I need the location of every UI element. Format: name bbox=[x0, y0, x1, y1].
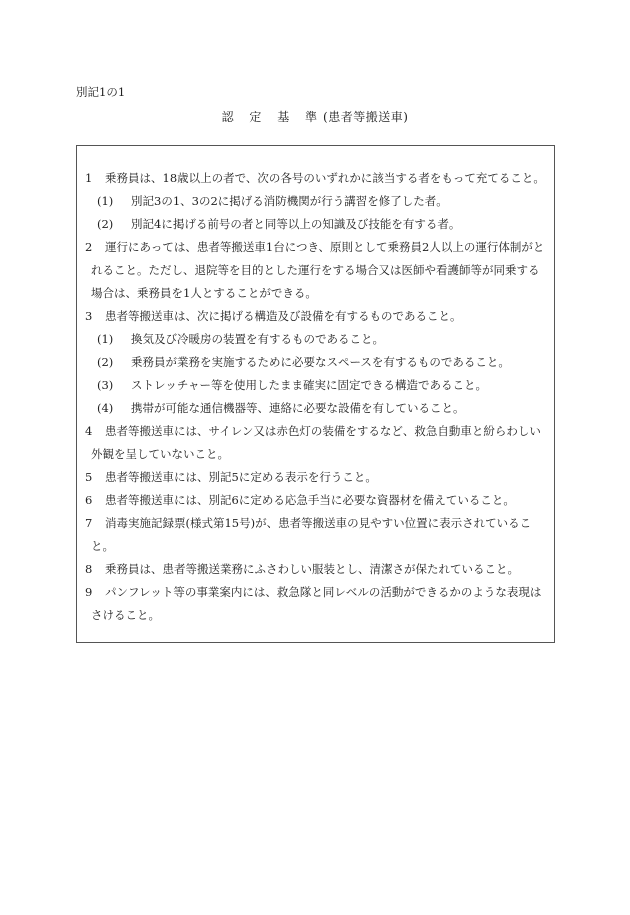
criterion-4-cont-1: 外観を呈していないこと。 bbox=[91, 447, 229, 461]
title-sub: (患者等搬送車) bbox=[323, 110, 409, 124]
criterion-number: 1 bbox=[85, 171, 93, 185]
criterion-1 bbox=[85, 171, 545, 185]
criterion-7-cont-1: と。 bbox=[91, 539, 114, 553]
criterion-4: 4 患者等搬送車には、サイレン又は赤色灯の装備をするなど、救急自動車と紛らわしい bbox=[85, 424, 541, 438]
criterion-text: 乗務員は、18歳以上の者で、次の各号のいずれかに該当する者をもって充てること。 bbox=[105, 171, 545, 185]
subitem-1-2: (2) 別記4に掲げる前号の者と同等以上の知識及び技能を有する者。 bbox=[97, 217, 461, 231]
criterion-7: 7 消毒実施記録票(様式第15号)が、患者等搬送車の見やすい位置に表示されているこ bbox=[85, 516, 532, 530]
subitem-3-1: (1) 換気及び冷暖房の装置を有するものであること。 bbox=[97, 332, 384, 346]
criterion-6: 6 患者等搬送車には、別記6に定める応急手当に必要な資器材を備えていること。 bbox=[85, 493, 515, 507]
criterion-9-cont-1: さけること。 bbox=[91, 608, 160, 622]
title-main: 認 定 基 準 bbox=[221, 110, 324, 124]
criterion-2: 2 運行にあっては、患者等搬送車1台につき、原則として乗務員2人以上の運行体制がと bbox=[85, 240, 545, 254]
document-title bbox=[0, 108, 630, 125]
criterion-2-cont-2: 場合は、乗務員を1人とすることができる。 bbox=[91, 286, 317, 300]
page-label: 別記1の1 bbox=[76, 85, 126, 99]
criterion-3: 3 患者等搬送車は、次に掲げる構造及び設備を有するものであること。 bbox=[85, 309, 462, 323]
subitem-3-2: (2) 乗務員が業務を実施するために必要なスペースを有するものであること。 bbox=[97, 355, 510, 369]
criteria-box bbox=[76, 145, 555, 643]
criterion-8: 8 乗務員は、患者等搬送業務にふさわしい服装とし、清潔さが保たれていること。 bbox=[85, 562, 519, 576]
subitem-1-1: (1) 別記3の1、3の2に掲げる消防機関が行う講習を修了した者。 bbox=[97, 194, 448, 208]
criterion-5: 5 患者等搬送車には、別記5に定める表示を行うこと。 bbox=[85, 470, 377, 484]
criterion-9: 9 パンフレット等の事業案内には、救急隊と同レベルの活動ができるかのような表現は bbox=[85, 585, 542, 599]
criterion-2-cont-1: れること。ただし、退院等を目的とした運行をする場合又は医師や看護師等が同乗する bbox=[91, 263, 540, 277]
subitem-3-4: (4) 携帯が可能な通信機器等、連絡に必要な設備を有していること。 bbox=[97, 401, 465, 415]
subitem-3-3: (3) ストレッチャー等を使用したまま確実に固定できる構造であること。 bbox=[97, 378, 488, 392]
